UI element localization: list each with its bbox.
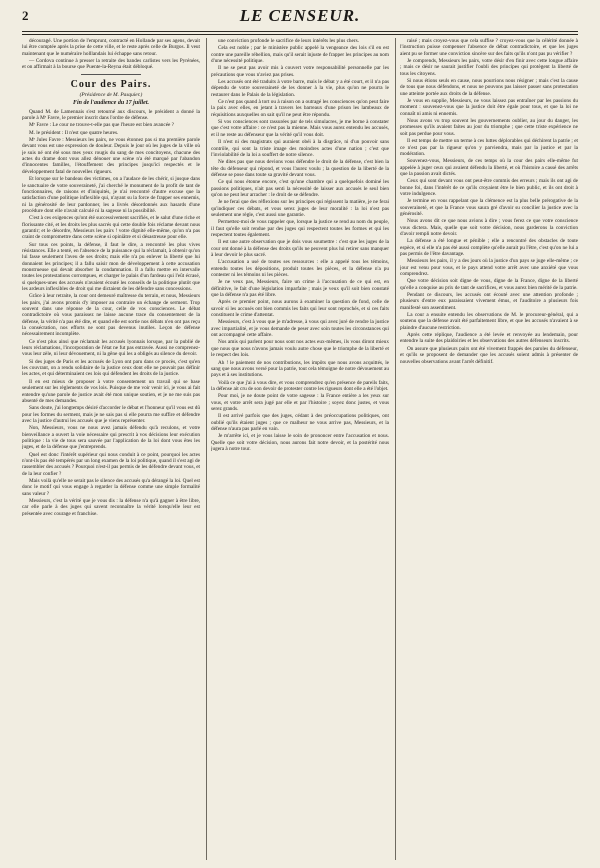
paragraph: Non, Messieurs, vous ne nous avez jamais défendu qu'à reculons, et votre bienveillance a ouvert la voie nécessaire qui prescrit à vos décisions leur exécution politique : la vie de tous sera sauvée par l'application de la loi dont vous êtes les juges, et de la défense que j'entreprends. [22, 425, 200, 451]
paragraph: Après cette réplique, l'audience a été levée et renvoyée au lendemain, pour entendre la suite des plaidoiries et les observations des autres défenseurs inscrits. [400, 332, 578, 345]
paragraph: Pour moi, je ne doute point de votre sagesse : la France entière a les yeux sur vous, et votre arrêt sera jugé par elle et par l'histoire ; soyez donc justes, et vous serez grands. [211, 393, 389, 412]
paragraph: Mᵉ Jules Favre : Messieurs les pairs, ne vous étonnez pas si ma première parole devant vous est une expression de douleur. Depuis le jour où les juges de la ville où je suis né ont été sous mes yeux rougis du sang de mes concitoyens, chacune des actes du drame dont vous allez dénouer une scène n'a été marqué par l'abandon d'innocentes familles, l'étouffement des principes jusqu'ici respectés et le développement fatal de nouvelles rigueurs. [22, 137, 200, 175]
paragraph: Ce n'est pas quand à tort ou à raison on a outragé les consciences qu'on peut faire la paix avec elles, en jetant à travers les barreaux d'une prison les lambeaux de réquisitions auxquelles on sait qu'il ne peut être répondu. [211, 99, 389, 118]
paragraph: Ah ! le paiement de nos contributions, les impôts que nous avons acquittés, le sang que nous avons versé pour la patrie, tout cela témoigne de notre dévouement au pays et à ses institutions. [211, 359, 389, 379]
column-divider [395, 38, 396, 860]
paragraph: Nous avons dit ce que nous avions à dire ; vous ferez ce que votre conscience vous dictera. Mais, quelle que soit votre décision, nous garderons la conviction d'avoir rempli notre devoir. [400, 218, 578, 237]
paragraph: Il est arrivé parfois que des juges, cédant à des préoccupations politiques, ont oublié qu'ils étaient juges ; que ce malheur ne vous arrive pas, Messieurs, et la défense n'aura pas parlé en vain. [211, 413, 389, 432]
paragraph: Voilà ce que j'ai à vous dire, et vous comprendrez qu'en présence de pareils faits, la défense ait cru de son devoir de protester contre les rigueurs dont elle a été l'objet. [211, 379, 389, 392]
paragraph: Ce qui nous étonne encore, c'est qu'une chambre qui a quelquefois dominé les passions politiques, n'ait pas senti la nécessité de laisser aux accusés le seul bien qu'on ne peut leur arracher : le droit de se défendre. [211, 179, 389, 198]
paragraph: Il est une autre observation que je dois vous soumettre : c'est que les juges de la cour ont donné à la défense des droits qu'ils ne peuvent plus lui retirer sans manquer à leur devoir le plus sacré. [211, 239, 389, 258]
paragraph: Sans doute, j'ai longtemps désiré d'accorder le débat et l'honneur qu'il vous est dû pour les formes du serment, mais je ne sais pas si elle pourra me suffire et défendre avec la justice d'autrui les accusés que je viens représenter. [22, 405, 200, 424]
paragraph: Messieurs, c'est à vous que je m'adresse, à vous qui avez juré de rendre la justice avec impartialité, et je vous demande de peser avec soin toutes les circonstances qui ont accompagné cette affaire. [211, 319, 389, 339]
column-3 [400, 38, 578, 860]
paragraph: découragé. Une portion de l'emprunt, contracté en Hollande par ses agens, devait lui être comptée après la prise de cette ville, et le reste après celle de Burgos. Il veut maintenant que le numéraire holllandais lui échappe sans retour. [22, 38, 200, 57]
paragraph: Après ce premier point, nous aurons à examiner la question de fond, celle de savoir si les accusés ont bien commis les faits qui leur sont reprochés, et si ces faits constituent le crime d'attentat. [211, 299, 389, 319]
article-body [211, 38, 389, 452]
article-body [22, 109, 200, 517]
hearing-subtitle: Fin de l'audience du 17 juillet. [72, 99, 149, 106]
paragraph: Messieurs les pairs, il y a des jours où la justice d'un pays se juge elle-même ; ce jour est venu pour vous, et le pays attend votre arrêt avec une anxiété que vous comprendrez. [400, 258, 578, 278]
paragraph: Il est temps de mettre un terme à ces luttes déplorables qui déchirent la patrie ; et ce n'est pas par la rigueur qu'on y parviendra, mais par la justice et par la modération. [400, 138, 578, 157]
paragraph: Ce n'est plus ainsi que réclamait les accusés lyonnais lorsque, par la publié de leurs réclamations, l'incorporation de l'état ne fut pas entravée. Aussi ne comprenez-vous leur zèle, ni leur dévouement, ni la gêne qui les a obligés au silence du devoir. [22, 338, 200, 358]
paragraph: Mais voilà qu'elle ne serait pas le silence des accusés qu'a dérangé la loi. Quel est donc le motif qui vous engage à regarder la défense comme une simple formalité sans valeur ? [22, 477, 200, 497]
paragraph: Il n'est ni des magistrats qui auraient obéi à la disgrâce, ni d'un pouvoir sans contrôle, qui sont la triste image des moindres actes d'une nation ; c'est que l'inviolabilité de la loi a souffert de notre silence. [211, 139, 389, 158]
paragraph: Et lorsque sur le bandeau des victimes, on a l'audace de les chérir, si jusque dans le sanctuaire de votre souveraineté, j'ai cherché le monument de la profit de tant de fonctionnaires, de raisons et d'iniquités, je n'ai rencontré d'autre excuse que la satisfaction d'une politique inflexible qui, n'ayant su la force de frapper ses ennemis, ni la générosité de leur pardonner, les a livrés désordonnés aux hasards d'une procédure dont elle n'avait calculé ni la sagesse ni la possibilité. [22, 176, 200, 214]
paragraph: M. le président : Il n'est que quatre heures. [29, 129, 119, 136]
header-rule [22, 31, 578, 32]
paragraph: Mᵉ Favre : Le cour ne trouve-t-elle pas que l'heure est bien avancée ? [29, 122, 174, 129]
paragraph: raisé ; mais croyez-vous que cela suffise ? croyez-vous que la célérité donnée à l'instruction puisse compenser l'absence de débat contradictoire, et que les juges aient pu se former une conviction sincère sur des faits qu'ils n'ont pas pu vérifier ? [400, 38, 578, 57]
paragraph: Quel est donc l'intérêt supérieur qui nous conduit à ce point, pourquoi les actes n'ont-ils pas été tempérés par un long examen de la loi politique, quand il s'est agi de rassembler des accusés ? Pourquoi n'est-il pas permis de les défendre devant vous, et de la leur confier ? [22, 451, 200, 477]
masthead-title: LE CENSEUR. [239, 6, 361, 25]
paragraph: Quand M. de Lamennais s'est retourné aux discours, le président a donné la parole à Mᵉ Favre, le premier inscrit dans l'ordre de défense. [22, 108, 200, 122]
paragraph: Je ne veux pas, Messieurs, faire un crime à l'accusation de ce qui est, en définitive, le fait d'une législation imparfaite ; mais je veux qu'il soit bien constaté que la défense n'a pas été libre. [211, 279, 389, 299]
paragraph: Il ne se peut pas avoir mis à couvert votre responsabilité personnelle par les précautions que vous n'aviez pas prises. [211, 65, 389, 78]
column-1 [22, 38, 200, 860]
paragraph: Je m'arrête ici, et je vous laisse le soin de prononcer entre l'accusation et nous. Quelle que soit votre décision, nous aurons fait notre devoir, et la postérité nous jugera à notre tour. [211, 433, 389, 452]
paragraph: Pendant ce discours, les accusés ont écouté avec une attention profonde ; plusieurs d'entre eux paraissaient vivement émus, et l'auditoire a plusieurs fois manifesté son assentiment. [400, 292, 578, 311]
paragraph: L'accusation a usé de toutes ses ressources : elle a appelé tous les témoins, entendu toutes les dépositions, produit toutes les pièces, et la défense n'a pu contester ni les témoins ni les pièces. [211, 259, 389, 279]
paragraph: Je termine en vous rappelant que la clémence est la plus belle prérogative de la souveraineté, et que la France vous saura gré d'avoir su concilier la justice avec la générosité. [400, 198, 578, 217]
column-divider [206, 38, 207, 860]
presidency-note: (Présidence de M. Pasquier.) [79, 91, 143, 98]
paragraph: Ne dites pas que nous devions vous défendre le droit de la défense, c'est bien la tête du défenseur qui répond, et vous l'aurez voulu ; la question de la liberté de la défense se pose dans toute sa gravité devant vous. [211, 159, 389, 178]
paragraph: Sur tous ces points, la défense, il faut le dire, a rencontré les plus vives résistances. Elle a tenté, en l'absence de la puissance qui la réclamait, à obtenir qu'on lui fasse seulement l'aveu de ses droits; mais elle n'a pu enlever la liberté que lui donnaient les principes; il a fallu saisir mon de développement à cette accusation monstrueuse qui devait absorber la condamnation. Il a fallu mettre en intervalle toutes les protestations corrompues, et charger le palais d'un fardeau qui l'eût écrasé, si quelques-unes des accusés n'avaient écouté les conseils de la politique plutôt que les ardeurs inflexibles de droit qui me dictaient de les défendre sans concessions. [22, 241, 200, 292]
paragraph: Cela est noble ; par le ministère public appelé la vengeance des lois s'il en est contre une pareille rébellion, mais qu'il serait injuste de frapper les principes au nom d'une nécessité politique. [211, 45, 389, 65]
paragraph: Les accusés ont été traduits à votre barre, mais le débat y a été court, et il n'a pas dépendu de votre souveraineté de les donner à la vie, plus qu'on ne pourra le restaurer dans le Palais de la législation. [211, 79, 389, 98]
article-intro [22, 38, 200, 71]
paragraph: C'est à ces exigences qu'ont été successivement sacrifiés, et le salut d'une riche et florissante cité, et les droits les plus sacrés qui cette double fois réclame devant nous garantir; et le désordre, Messieurs les pairs ! votre dignité elle-même, qu'on n'a pas craint de compromettre dans cette scène si opiniâtre et si désastreuse pour elle. [22, 215, 200, 241]
header-rule-thin [22, 34, 578, 35]
section-heading: Cour des Pairs. [70, 78, 152, 90]
paragraph: Il en est mieux de proposer à votre consentement un travail qui se base seulement sur les règlements de vos lois. Puisque de me voir venir ici, je vous ai fait entendre qu'une parole de justice avait été mon unique soutien, et je ne me suis pas absenté de mes demandes. [22, 378, 200, 404]
paragraph: Je comprends, Messieurs les pairs, votre désir d'en finir avec cette longue affaire ; mais ce désir ne saurait justifier l'oubli des principes qui protègent la liberté de tous les citoyens. [400, 58, 578, 77]
paragraph: Nos amis qui parlent pour nous sont nos actes eux-mêmes, ils vous diront mieux que nous que nous n'avons jamais voulu autre chose que le triomphe de la liberté et le respect des lois. [211, 339, 389, 359]
paragraph: Si nous étions seuls en cause, nous pourrions nous résigner ; mais c'est la cause de tous que nous défendons, et nous ne pouvons pas laisser passer sans protestation une atteinte portée aux droits de la défense. [400, 78, 578, 97]
column-2 [211, 38, 389, 860]
page-header [22, 4, 578, 32]
text-columns [22, 38, 578, 860]
paragraph: Que votre décision soit digne de vous, digne de la France, digne de la liberté qu'elle a conquise au prix de tant de sacrifices, et vous aurez bien mérité de la patrie. [400, 278, 578, 291]
paragraph: — Cordova continue à presser la retraite des bandes carlistes vers les Pyrénées, et on affirmait à la bourse que Puente-la-Reyna était débloqué. [22, 58, 200, 71]
paragraph: Souvenez-vous, Messieurs, de ces temps où la cour des pairs elle-même fut appelée à juger ceux qui avaient défendu la liberté, et où l'histoire a cassé des arrêts que la passion avait dictés. [400, 158, 578, 177]
page-number: 2 [22, 8, 29, 23]
paragraph: Je vous en supplie, Messieurs, ne vous laissez pas entraîner par les passions du moment : souvenez-vous que la justice doit être égale pour tous, et que la loi ne connaît ni amis ni ennemis. [400, 98, 578, 117]
paragraph: Nous avons vu trop souvent les gouvernements oublier, au jour du danger, les promesses qu'ils avaient faites au jour du triomphe ; que cette triste expérience ne soit pas perdue pour vous. [400, 118, 578, 137]
paragraph: La défense a été longue et pénible ; elle a rencontré des obstacles de toute espèce, et si elle n'a pas été aussi complète qu'elle aurait pu l'être, c'est qu'on ne lui a pas permis de l'être davantage. [400, 238, 578, 257]
section-separator [81, 74, 141, 75]
paragraph: Ceux qui sont devant vous ont peut-être commis des erreurs ; mais ils ont agi de bonne foi, dans l'intérêt de ce qu'ils croyaient être le bien public, et ils ont droit à votre indulgence. [400, 178, 578, 197]
paragraph: Si des juges de Paris et les accusés de Lyon ont paru dans ce procès, c'est qu'en les couvrant, on a rendu solidaire de la justice ceux dont elle ne pouvait pas définir les actes, et qui déterminaient ces lois qui défendent les droits de la justice. [22, 358, 200, 378]
paragraph: une conviction profonde le sacrifice de leurs intérêts les plus chers. [218, 38, 359, 44]
paragraph: Messieurs, c'est la vérité que je vous dis : la défense n'a qu'à gagner à être libre, car elle parle à des juges qui savent reconnaître la vérité lorsqu'elle leur est présentée avec courage et franchise. [22, 498, 200, 517]
paragraph: La cour a ensuite entendu les observations de M. le procureur-général, qui a soutenu que la défense avait été parfaitement libre, et que les accusés n'avaient à se plaindre d'aucune restriction. [400, 312, 578, 331]
paragraph: Grâce à leur retraite, la cour ont demeuré maîtresse du terrain, et nous, Messieurs les pairs, j'ai avons promis d'y imposer au contraire un échange de serment. Trop souvent dans une réponse de la cour, celle de vos consciences. Le débat contradictoire où vous paraissez ne laisse aucune trace du consentement de la défense, la vérité n'a pas été dite, et quand elle est sortie nos débats n'en ont pas reçu la consécration, nos efforts ne sont pas devenus inutiles. Leçon de défense nécessairement incomplète. [22, 293, 200, 338]
paragraph: Je ne ferai que des réflexions sur les principes qui régissent la matière, je ne ferai qu'indiquer ces débats, et vous serez juges de leur moralité : la loi n'est pas seulement une règle, c'est aussi une garantie. [211, 199, 389, 218]
paragraph: Permettez-moi de vous rappeler que, lorsque la justice se rend au nom du peuple, il faut qu'elle soit rendue par des juges qui respectent toutes les formes et qui les respectent toutes également. [211, 219, 389, 238]
paragraph: Si vos consciences sont rassurées par de tels simulacres, je me borne à constater que c'est votre affaire : ce n'est pas la mienne. Mais vous aurez entendu les accusés, et il ne reste au défenseur que la vérité qu'il vous doit. [211, 119, 389, 138]
paragraph: On assure que plusieurs pairs ont été vivement frappés des paroles du défenseur, et qu'ils se proposent de demander que les accusés soient admis à présenter de nouvelles observations avant l'arrêt définitif. [400, 345, 578, 365]
article-body [400, 38, 578, 365]
